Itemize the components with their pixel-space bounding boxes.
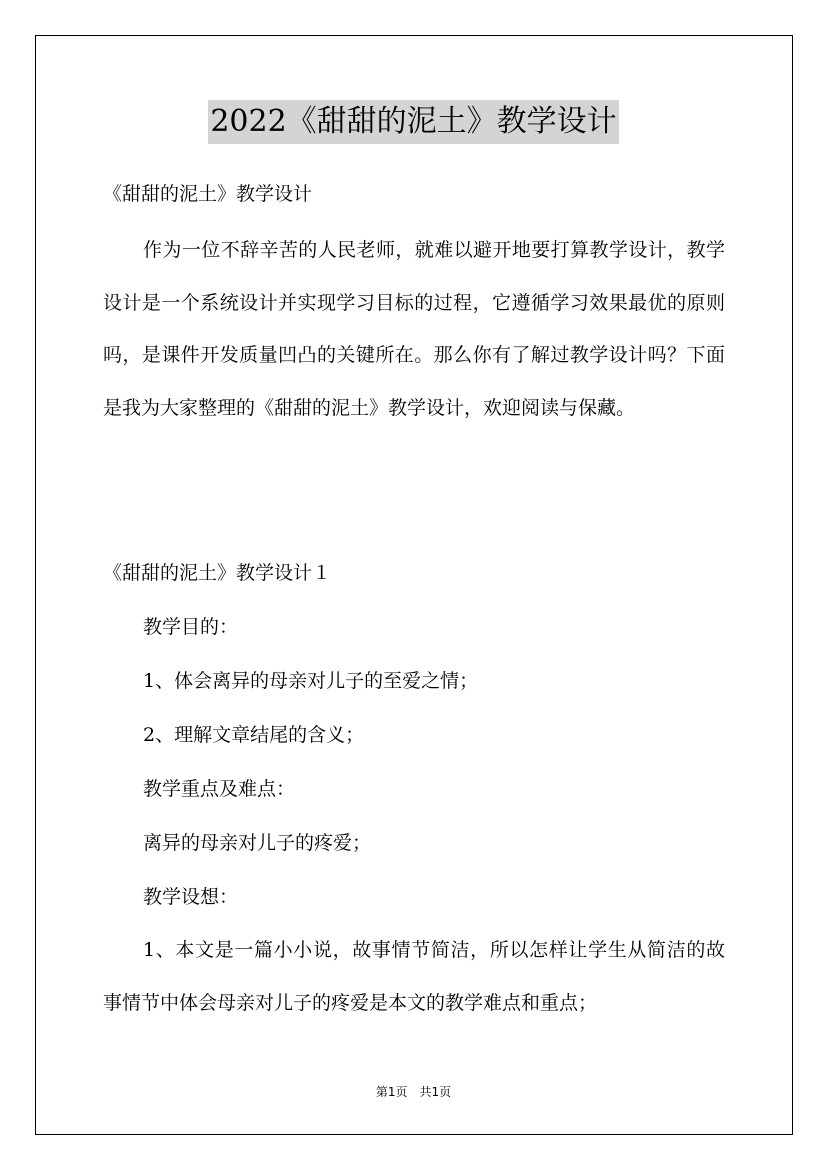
intro-paragraph: 作为一位不辞辛苦的人民老师，就难以避开地要打算教学设计，教学设计是一个系统设计并实现学习目标的过程，它遵循学习效果最优的原则吗，是课件开发质量凹凸的关键所在。那么你有了解过教学设计吗？下面是我为大家整理的《甜甜的泥土》教学设计，欢迎阅读与保藏。 xyxy=(103,239,725,419)
list-item-objectives: 教学目的： xyxy=(143,616,239,638)
list-item-key-points: 教学重点及难点： xyxy=(143,778,296,800)
final-paragraph: 1、本文是一篇小小说，故事情节简洁，所以怎样让学生从简洁的故事情节中体会母亲对儿子的疼爱是本文的教学难点和重点； xyxy=(103,939,725,1014)
document-title: 2022《甜甜的泥土》教学设计 xyxy=(208,100,618,144)
list-item-objective-2: 2、理解文章结尾的含义； xyxy=(143,724,365,746)
list-item-key-point-text: 离异的母亲对儿子的疼爱； xyxy=(143,832,372,854)
section-heading: 《甜甜的泥土》教学设计１ xyxy=(103,562,332,584)
page-footer: 第1页 共1页 xyxy=(375,1085,452,1099)
document-subtitle: 《甜甜的泥土》教学设计 xyxy=(103,183,313,205)
title-container xyxy=(0,100,827,144)
list-item-teaching-ideas: 教学设想： xyxy=(143,886,239,908)
list-item-objective-1: 1、体会离异的母亲对儿子的至爱之情； xyxy=(143,670,479,692)
